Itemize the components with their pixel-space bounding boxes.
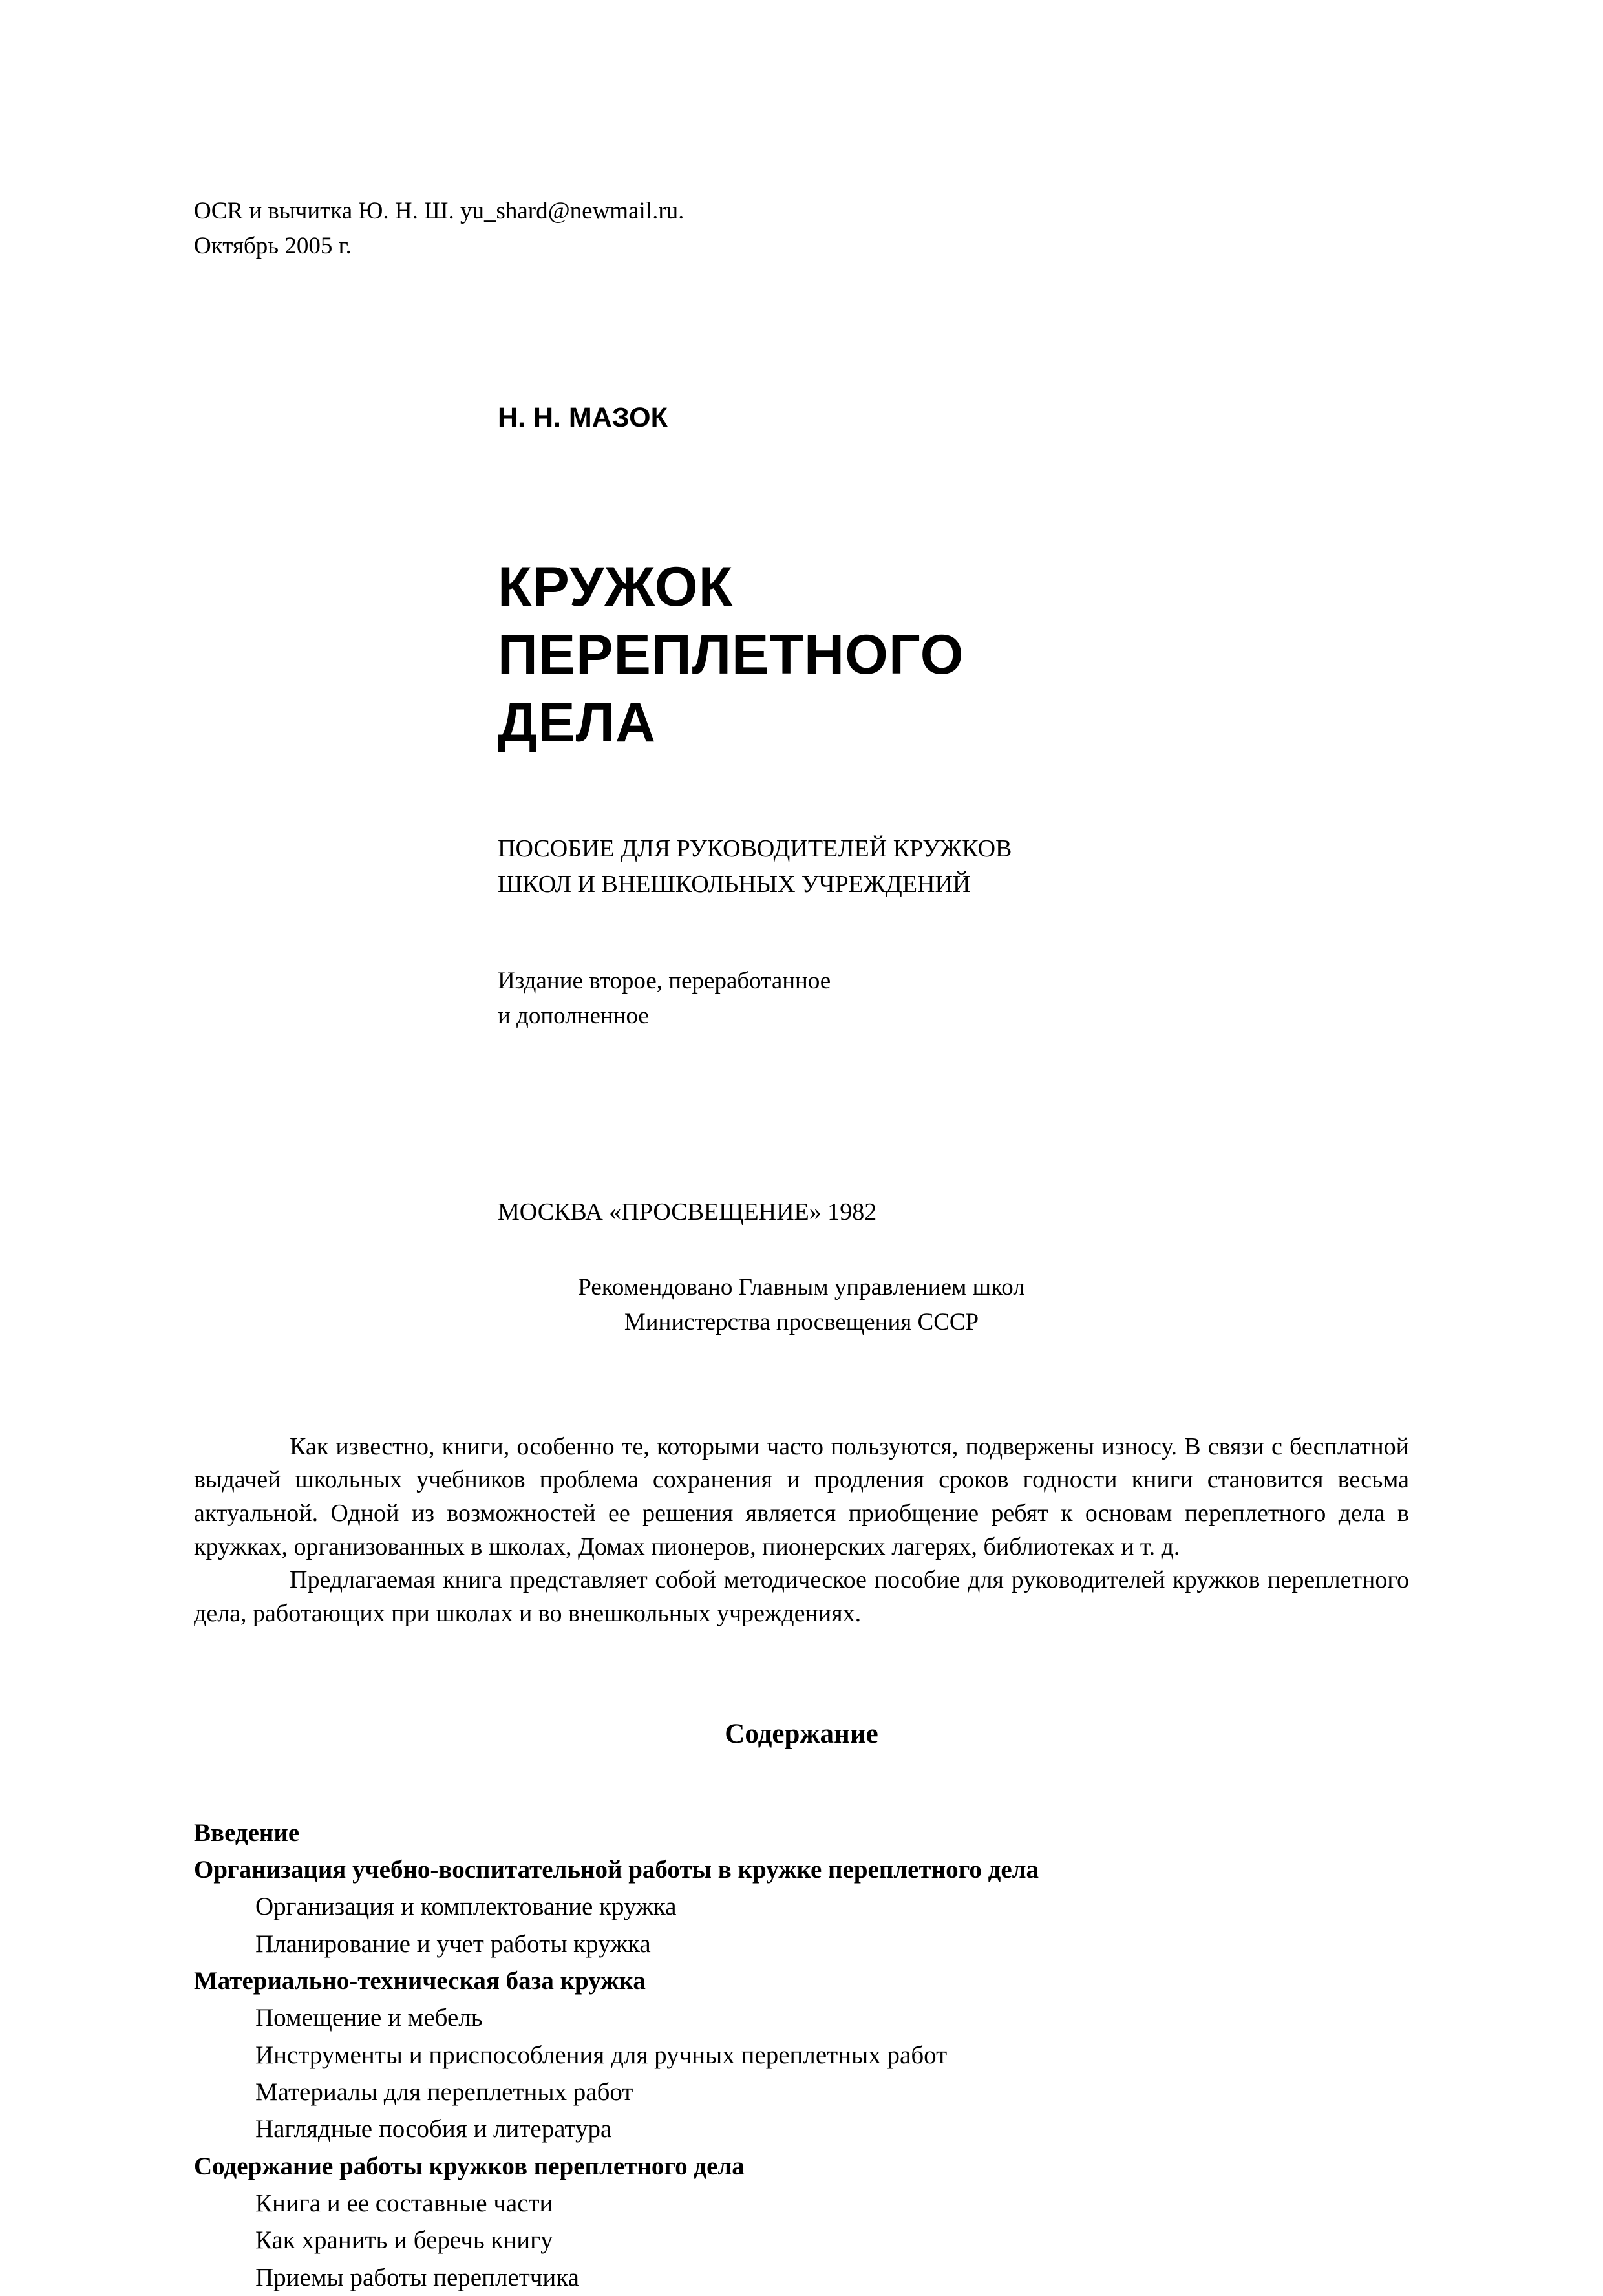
annotation-paragraph-1: Как известно, книги, особенно те, которыми часто пользуются, подвержены износу. В связи с бесплатной выдачей школьных учебников проблема сохранения и продления сроков годности книги становится весьма актуальной. Одной из возможностей ее решения является приобщение ребят к основам переплетного дела в кружках, организованных в школах, Домах пионеров, пионерских лагерях, библиотеках и т. д. [194, 1432, 1409, 1560]
toc-item-priemy-raboty: Приемы работы переплетчика [255, 2263, 579, 2291]
book-subtitle-line-1: ПОСОБИЕ ДЛЯ РУКОВОДИТЕЛЕЙ КРУЖКОВ [498, 835, 1012, 862]
author-name: Н. Н. МАЗОК [498, 402, 668, 434]
toc-item-kniga-sostavnye-chasti: Книга и ее составные части [255, 2189, 553, 2218]
edition-note [498, 964, 1409, 1033]
book-title [498, 553, 1409, 757]
toc-list [194, 1814, 1409, 2296]
toc-item-planirovanie: Планирование и учет работы кружка [255, 1929, 651, 1958]
toc-item-pomeshchenie: Помещение и мебель [255, 2004, 483, 2032]
toc-item-soderzhanie-raboty: Содержание работы кружков переплетного дела [194, 2152, 745, 2180]
toc-item-organizaciya-raboty: Организация учебно-воспитательной работы в кружке переплетного дела [194, 1856, 1039, 1884]
toc-item-kak-hranit-knigu: Как хранить и беречь книгу [255, 2226, 553, 2255]
book-title-line-2: ПЕРЕПЛЕТНОГО [498, 624, 964, 686]
book-subtitle [498, 831, 1409, 902]
toc-item-materialy: Материалы для переплетных работ [255, 2078, 633, 2107]
book-subtitle-line-2: ШКОЛ И ВНЕШКОЛЬНЫХ УЧРЕЖДЕНИЙ [498, 871, 971, 898]
toc-heading: Содержание [725, 1718, 878, 1749]
toc-item-materialnaya-baza: Материально-техническая база кружка [194, 1967, 646, 1995]
ocr-credit-block [194, 194, 1409, 263]
toc-item-vvedenie: Введение [194, 1818, 300, 1847]
toc-item-naglyadnye-posobiya: Наглядные пособия и литература [255, 2115, 612, 2143]
ocr-credit-line: OCR и вычитка Ю. Н. Ш. yu_shard@newmail.ru. [194, 198, 685, 224]
annotation-paragraph-2: Предлагаемая книга представляет собой методическое пособие для руководителей кружков переплетного дела, работающих при школах и во внешкольных учреждениях. [194, 1566, 1409, 1628]
recommendation-line-1: Рекомендовано Главным управлением школ [578, 1274, 1025, 1301]
imprint-line: МОСКВА «ПРОСВЕЩЕНИЕ» 1982 [498, 1198, 877, 1226]
book-title-line-1: КРУЖОК [498, 556, 734, 619]
toc-item-komplektovanie: Организация и комплектование кружка [255, 1893, 677, 1921]
recommendation-line-2: Министерства просвещения СССР [624, 1309, 979, 1336]
annotation-block [194, 1430, 1409, 1631]
edition-note-line-1: Издание второе, переработанное [498, 968, 831, 995]
page-content [194, 0, 1409, 2296]
toc-item-instrumenty: Инструменты и приспособления для ручных переплетных работ [255, 2041, 948, 2069]
recommendation-block [194, 1270, 1409, 1339]
edition-note-line-2: и дополненное [498, 1002, 649, 1029]
book-title-line-3: ДЕЛА [498, 692, 657, 754]
ocr-date-line: Октябрь 2005 г. [194, 232, 352, 259]
